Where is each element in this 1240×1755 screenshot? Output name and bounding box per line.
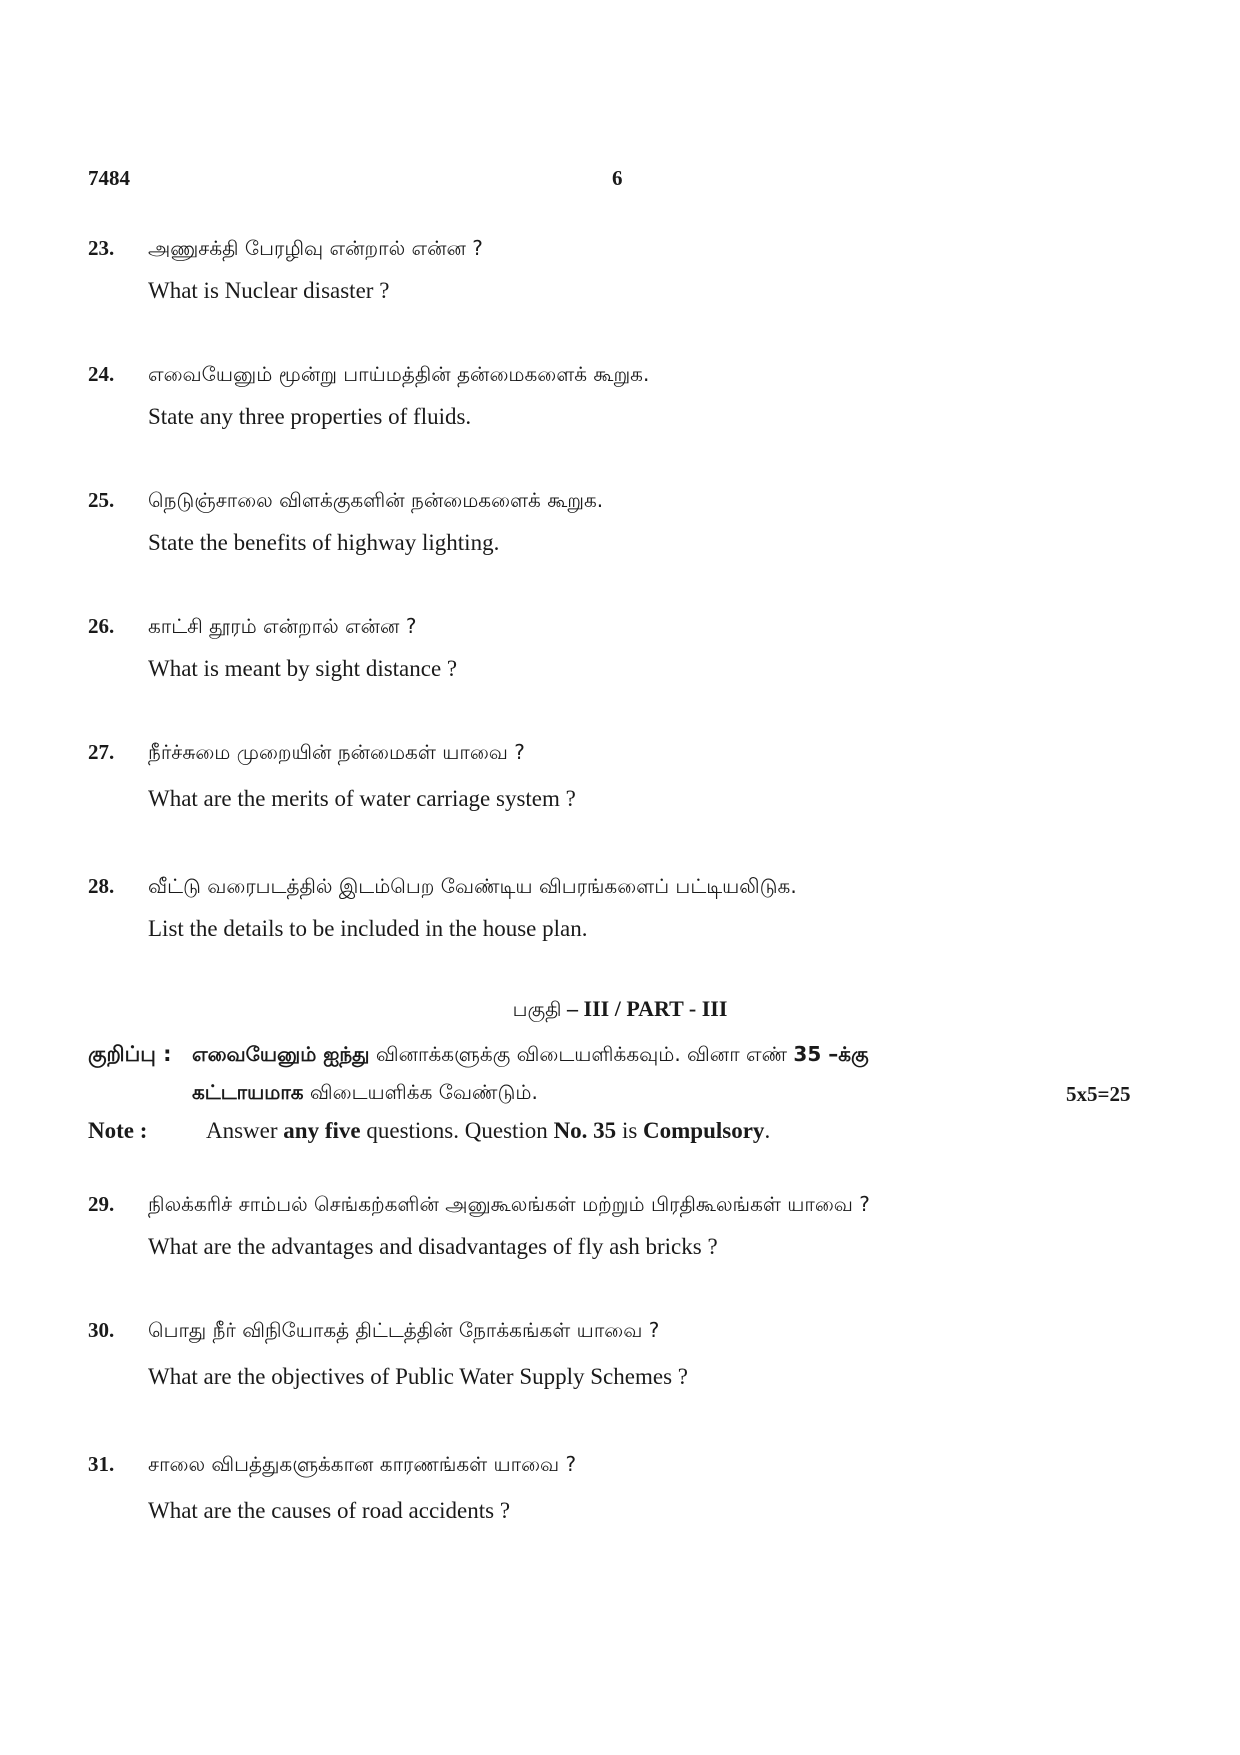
question-english: What is Nuclear disaster ? bbox=[148, 278, 390, 303]
note-label: Note : bbox=[88, 1118, 148, 1143]
question-english: What are the causes of road accidents ? bbox=[148, 1498, 511, 1523]
question-number: 31. bbox=[88, 1452, 115, 1476]
question-english: State the benefits of highway lighting. bbox=[148, 530, 500, 555]
question-number: 26. bbox=[88, 614, 115, 638]
question-english: What is meant by sight distance ? bbox=[148, 656, 458, 681]
part-heading-english: III / PART - III bbox=[583, 996, 728, 1021]
question-tamil: வீட்டு வரைபடத்தில் இடம்பெற வேண்டிய விபரங்களைப் பட்டியலிடுக. bbox=[148, 874, 797, 898]
question-english: What are the objectives of Public Water Supply Schemes ? bbox=[148, 1364, 688, 1389]
question-tamil: நீர்ச்சுமை முறையின் நன்மைகள் யாவை ? bbox=[148, 740, 525, 764]
question-tamil: சாலை விபத்துகளுக்கான காரணங்கள் யாவை ? bbox=[148, 1452, 577, 1476]
question-number: 24. bbox=[88, 362, 115, 386]
question-english: What are the advantages and disadvantages of fly ash bricks ? bbox=[148, 1234, 718, 1259]
question-number: 23. bbox=[88, 236, 115, 260]
tamil-bold-q35: 35 –க்கு bbox=[793, 1042, 869, 1066]
tamil-instruction-line-2 bbox=[192, 1080, 538, 1107]
note-text-part: questions. Question bbox=[360, 1118, 554, 1143]
question-tamil: அணுசக்தி பேரழிவு என்றால் என்ன ? bbox=[148, 236, 483, 260]
note-text-part: Answer bbox=[206, 1118, 284, 1143]
question-number: 25. bbox=[88, 488, 115, 512]
tamil-bold-compulsory: கட்டாயமாக bbox=[192, 1080, 304, 1104]
question-english: What are the merits of water carriage system ? bbox=[148, 786, 576, 811]
question-number: 30. bbox=[88, 1318, 115, 1342]
marks-allocation: 5x5=25 bbox=[1066, 1082, 1131, 1106]
note-text-part: is bbox=[616, 1118, 644, 1143]
part-heading-separator: – bbox=[561, 996, 584, 1021]
tamil-text: வினாக்களுக்கு விடையளிக்கவும். வினா எண் bbox=[369, 1042, 794, 1066]
question-tamil: எவையேனும் மூன்று பாய்மத்தின் தன்மைகளைக் கூறுக. bbox=[148, 362, 650, 386]
note-bold-compulsory: Compulsory bbox=[643, 1118, 765, 1143]
question-number: 29. bbox=[88, 1192, 115, 1216]
question-tamil: நிலக்கரிச் சாம்பல் செங்கற்களின் அனுகூலங்கள் மற்றும் பிரதிகூலங்கள் யாவை ? bbox=[148, 1192, 870, 1216]
tamil-note-label: குறிப்பு : bbox=[88, 1042, 172, 1066]
tamil-bold-any-five: எவையேனும் ஐந்து bbox=[192, 1042, 370, 1066]
note-bold-any-five: any five bbox=[283, 1118, 361, 1143]
question-number: 27. bbox=[88, 740, 115, 764]
question-number: 28. bbox=[88, 874, 115, 898]
note-text bbox=[206, 1118, 770, 1144]
part-heading bbox=[0, 996, 1240, 1024]
question-tamil: நெடுஞ்சாலை விளக்குகளின் நன்மைகளைக் கூறுக. bbox=[148, 488, 604, 512]
page-number: 6 bbox=[612, 166, 623, 190]
tamil-instruction-line-1 bbox=[192, 1042, 869, 1069]
tamil-text: விடையளிக்க வேண்டும். bbox=[303, 1080, 538, 1104]
paper-code: 7484 bbox=[88, 166, 130, 190]
note-text-part: . bbox=[764, 1118, 771, 1143]
note-bold-question-number: No. 35 bbox=[553, 1118, 617, 1143]
question-english: List the details to be included in the house plan. bbox=[148, 916, 588, 941]
question-english: State any three properties of fluids. bbox=[148, 404, 472, 429]
question-tamil: காட்சி தூரம் என்றால் என்ன ? bbox=[148, 614, 417, 638]
question-tamil: பொது நீர் விநியோகத் திட்டத்தின் நோக்கங்கள் யாவை ? bbox=[148, 1318, 660, 1342]
part-heading-tamil: பகுதி bbox=[512, 997, 562, 1021]
